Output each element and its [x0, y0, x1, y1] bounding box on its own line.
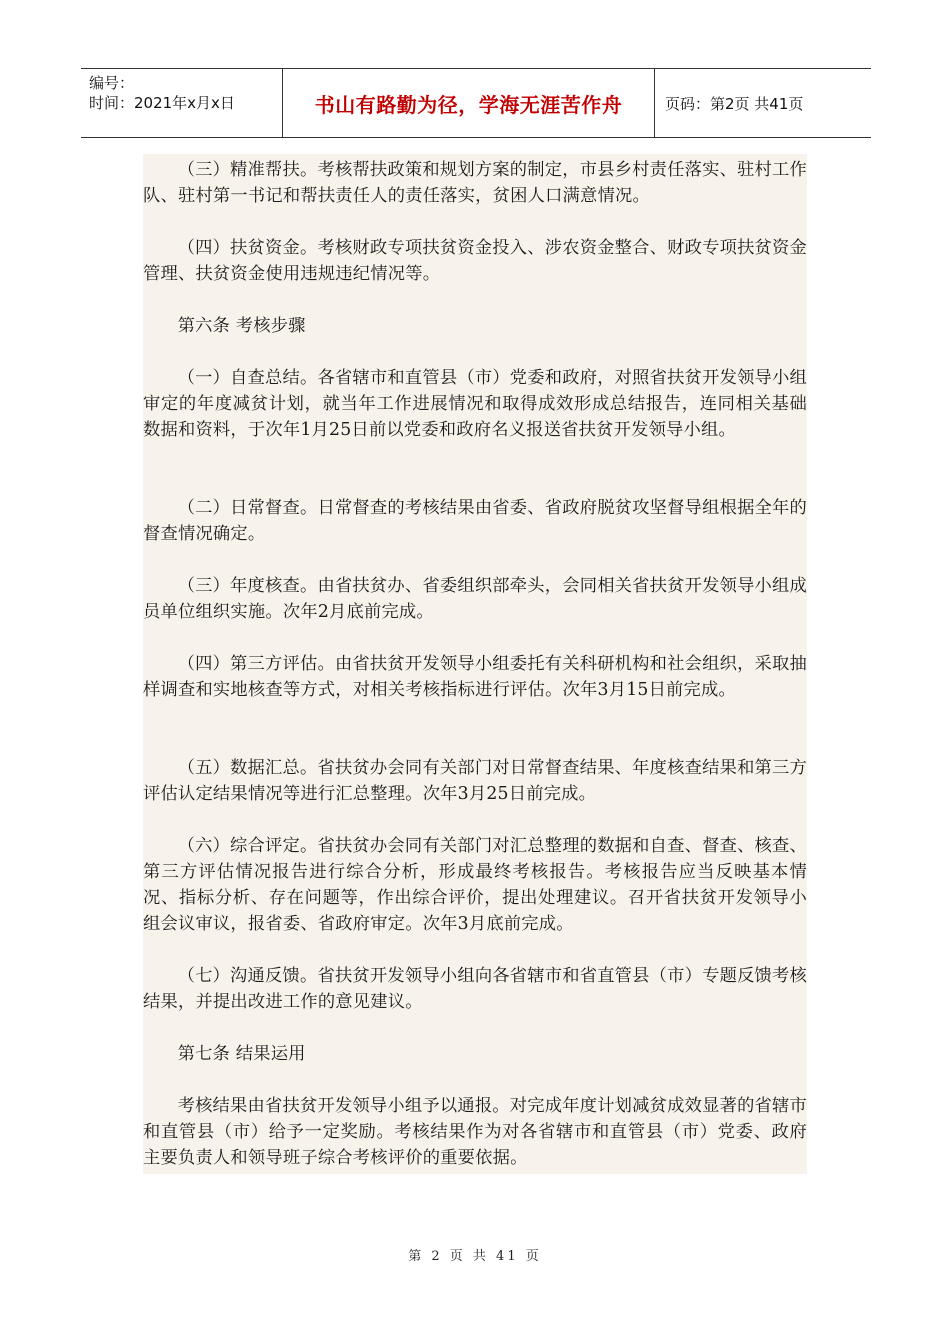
header-page-info: 页码：第2页 共41页: [665, 94, 804, 113]
paragraph-third-party-evaluation: （四）第三方评估。由省扶贫开发领导小组委托有关科研机构和社会组织，采取抽样调查和实地核查等方式，对相关考核指标进行评估。次年3月15日前完成。: [143, 654, 807, 700]
page-header: [81, 68, 871, 138]
paragraph-poverty-funds: （四）扶贫资金。考核财政专项扶贫资金投入、涉农资金整合、财政专项扶贫资金管理、扶贫资金使用违规违纪情况等。: [143, 238, 807, 284]
paragraph-comprehensive-assessment: （六）综合评定。省扶贫办会同有关部门对汇总整理的数据和自查、督查、核查、第三方评估情况报告进行综合分析，形成最终考核报告。考核报告应当反映基本情况、指标分析、存在问题等，作出综合评价，提出处理建议。召开省扶贫开发领导小组会议审议，报省委、省政府审定。次年3月底前完成。: [143, 836, 807, 934]
paragraph-data-summary: （五）数据汇总。省扶贫办会同有关部门对日常督查结果、年度核查结果和第三方评估认定结果情况等进行汇总整理。次年3月25日前完成。: [143, 758, 807, 804]
date-line: 时间：2021年x月x日: [89, 94, 235, 112]
paragraph-annual-verification: （三）年度核查。由省扶贫办、省委组织部牵头，会同相关省扶贫开发领导小组成员单位组织实施。次年2月底前完成。: [143, 576, 807, 622]
paragraph-self-check: （一）自查总结。各省辖市和直管县（市）党委和政府，对照省扶贫开发领导小组审定的年度减贫计划，就当年工作进展情况和取得成效形成总结报告，连同相关基础数据和资料，于次年1月25日前以党委和政府名义报送省扶贫开发领导小组。: [143, 368, 807, 440]
page-footer: 第 2 页 共 41 页: [408, 1249, 542, 1264]
doc-number-label: 编号：: [89, 74, 135, 92]
header-meta: [81, 69, 283, 137]
header-motto: 书山有路勤为径，学海无涯苦作舟: [283, 69, 655, 137]
paragraph-precise-assistance: （三）精准帮扶。考核帮扶政策和规划方案的制定，市县乡村责任落实、驻村工作队、驻村第一书记和帮扶责任人的责任落实，贫困人口满意情况。: [143, 160, 807, 206]
article-6-heading: 第六条 考核步骤: [177, 316, 306, 336]
paragraph-daily-supervision: （二）日常督查。日常督查的考核结果由省委、省政府脱贫攻坚督导组根据全年的督查情况确定。: [143, 498, 807, 544]
paragraph-result-application: 考核结果由省扶贫开发领导小组予以通报。对完成年度计划减贫成效显著的省辖市和直管县（市）给予一定奖励。考核结果作为对各省辖市和直管县（市）党委、政府主要负责人和领导班子综合考核评价的重要依据。: [143, 1096, 807, 1168]
article-7-heading: 第七条 结果运用: [177, 1044, 306, 1064]
paragraph-feedback: （七）沟通反馈。省扶贫开发领导小组向各省辖市和省直管县（市）专题反馈考核结果，并提出改进工作的意见建议。: [143, 966, 807, 1012]
